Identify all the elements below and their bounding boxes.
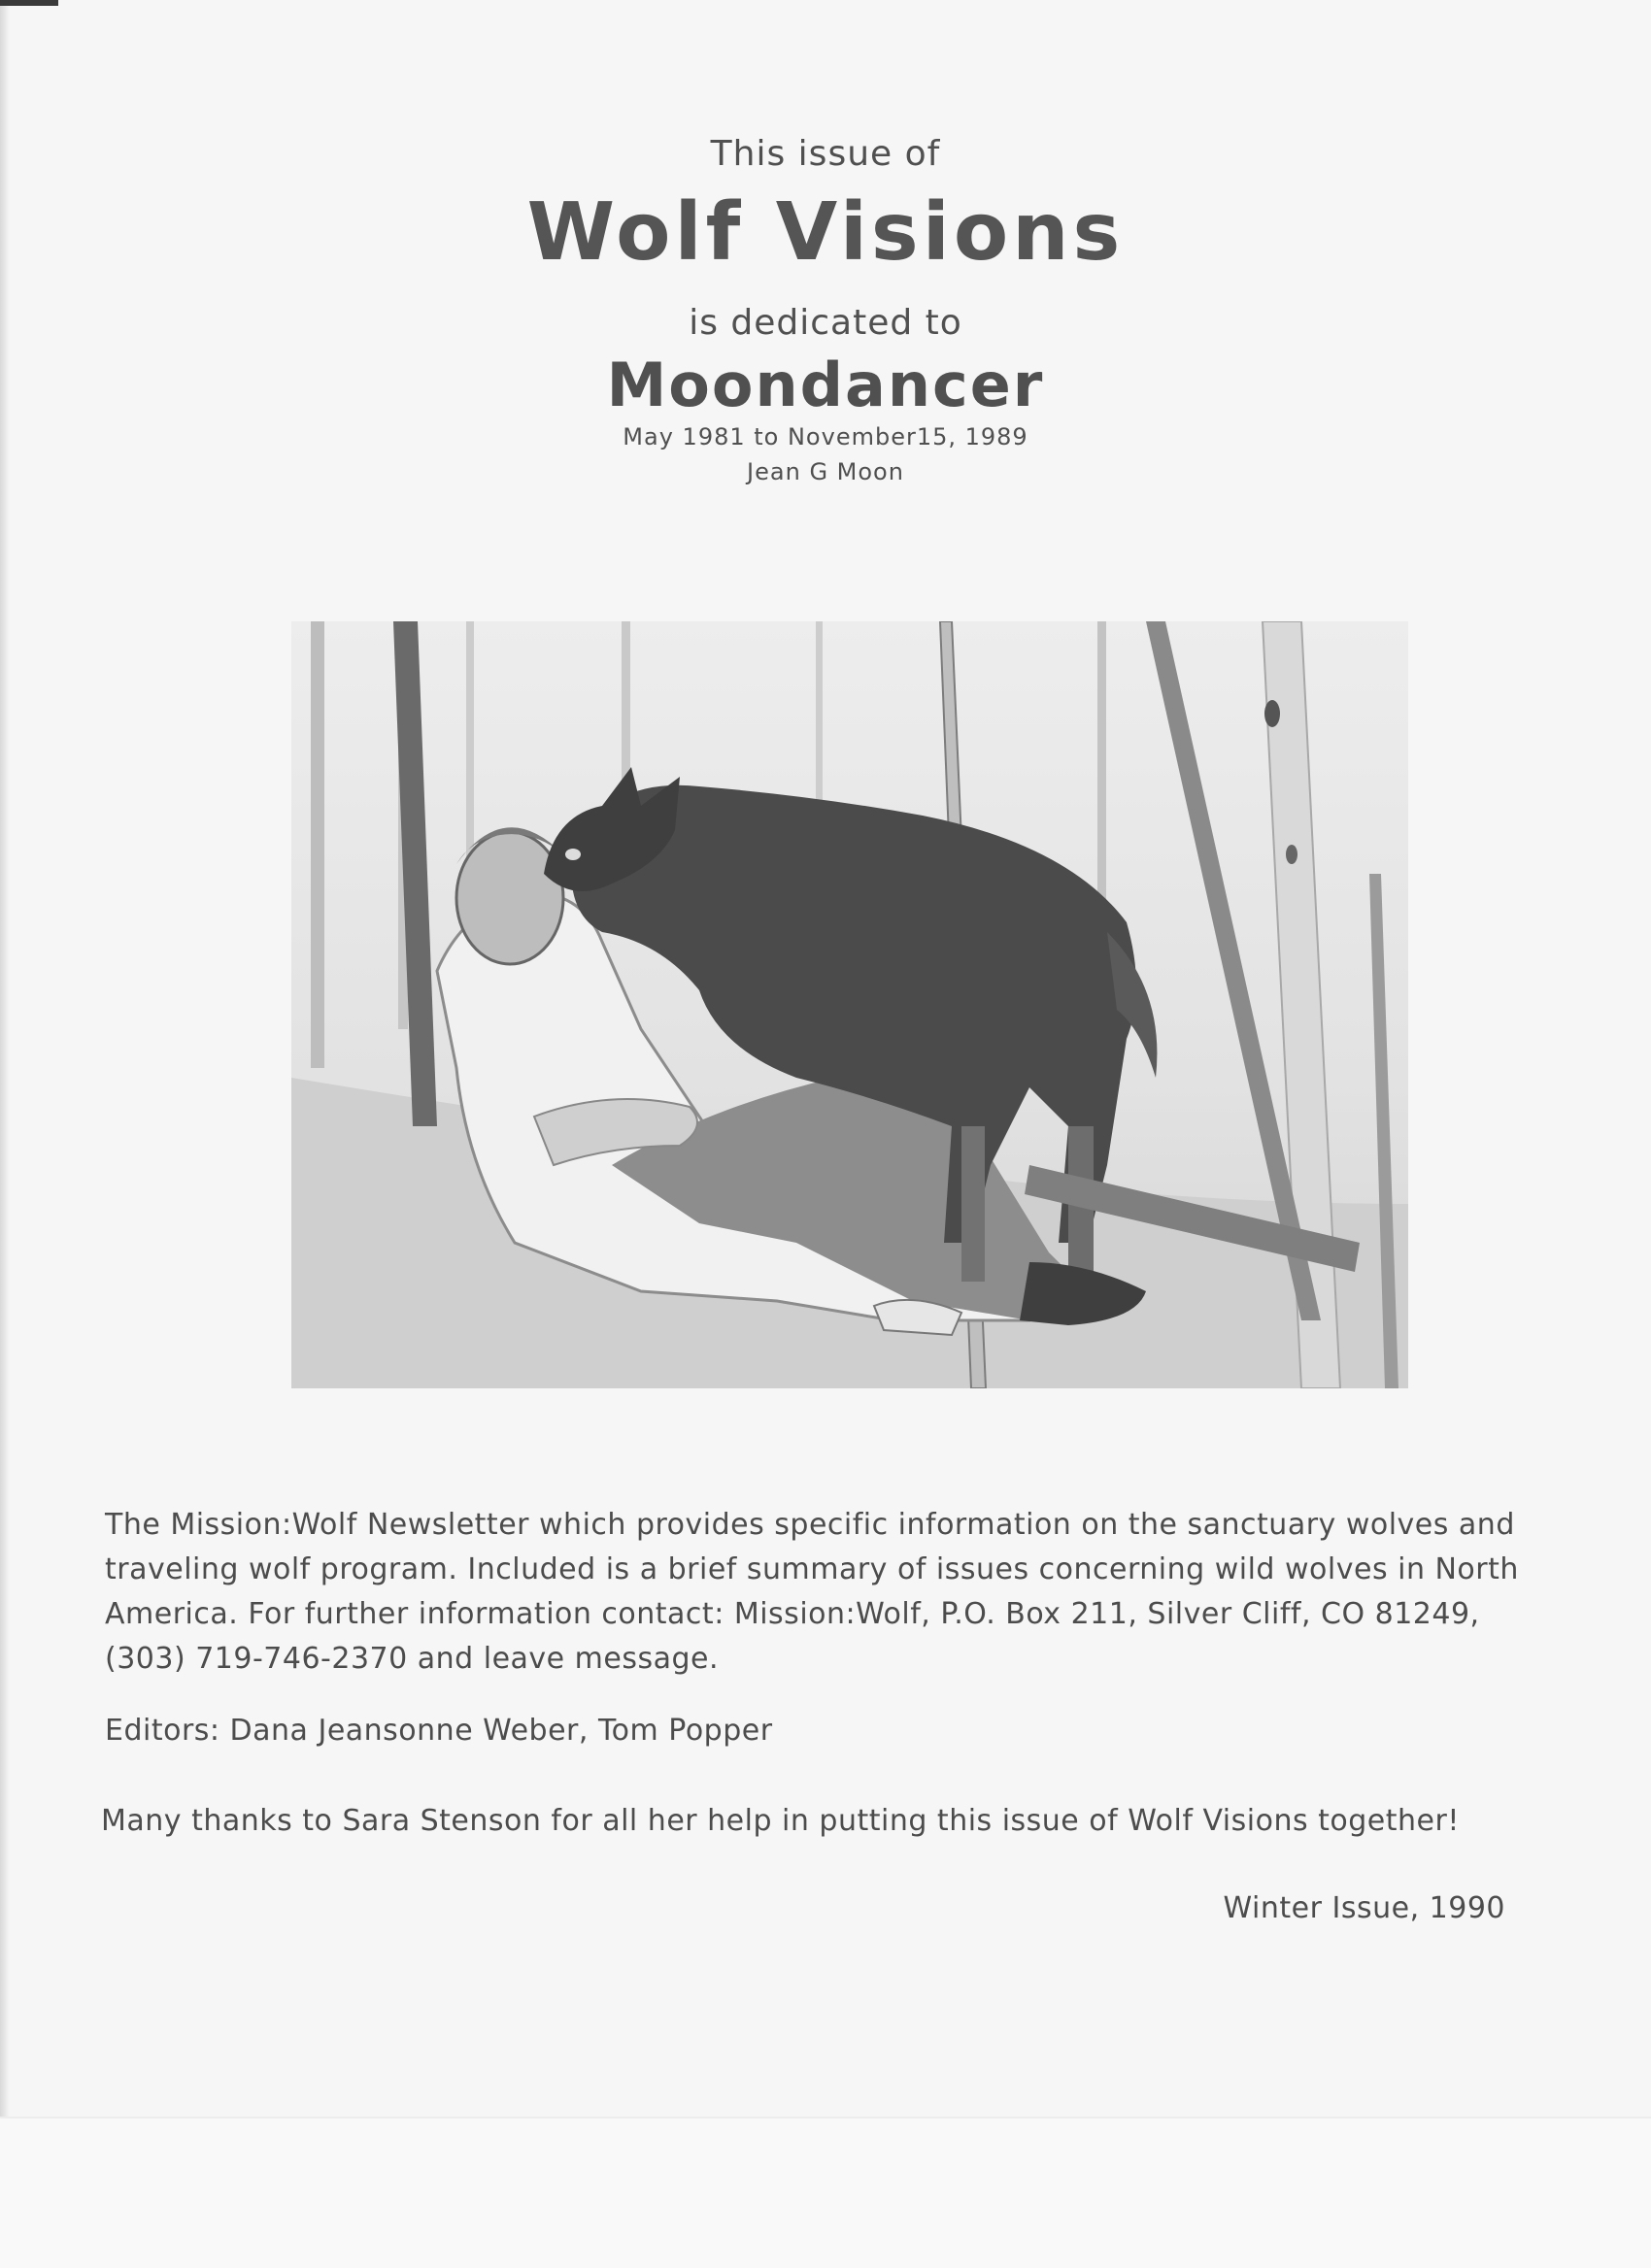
intro-line: This issue of — [710, 134, 941, 174]
photo-credit: Jean G Moon — [747, 458, 904, 485]
dedication-line: is dedicated to — [689, 303, 962, 343]
editors-line: Editors: Dana Jeansonne Weber, Tom Popper — [105, 1714, 773, 1748]
newsletter-description: The Mission:Wolf Newsletter which provides specific information on the sanctuary wolves and traveling wolf program. Included is a brief summary of issues concerning wild wolves in North America. For further information contact: Mission:Wolf, P.O. Box 211, Silver Cliff, CO 81249, (303) 719-746-2370 and leave message. — [105, 1508, 1519, 1676]
photo-illustration — [291, 621, 1408, 1388]
honoree-dates: May 1981 to November15, 1989 — [623, 423, 1028, 450]
page-corner-mark — [0, 0, 58, 6]
dedication-photo — [291, 621, 1408, 1388]
honoree-name: Moondancer — [606, 350, 1045, 420]
page-bottom-band — [0, 2117, 1651, 2268]
issue-label: Winter Issue, 1990 — [1223, 1891, 1505, 1925]
newsletter-title: Wolf Visions — [526, 186, 1125, 279]
thanks-line: Many thanks to Sara Stenson for all her help in putting this issue of Wolf Visions together! — [101, 1804, 1460, 1838]
